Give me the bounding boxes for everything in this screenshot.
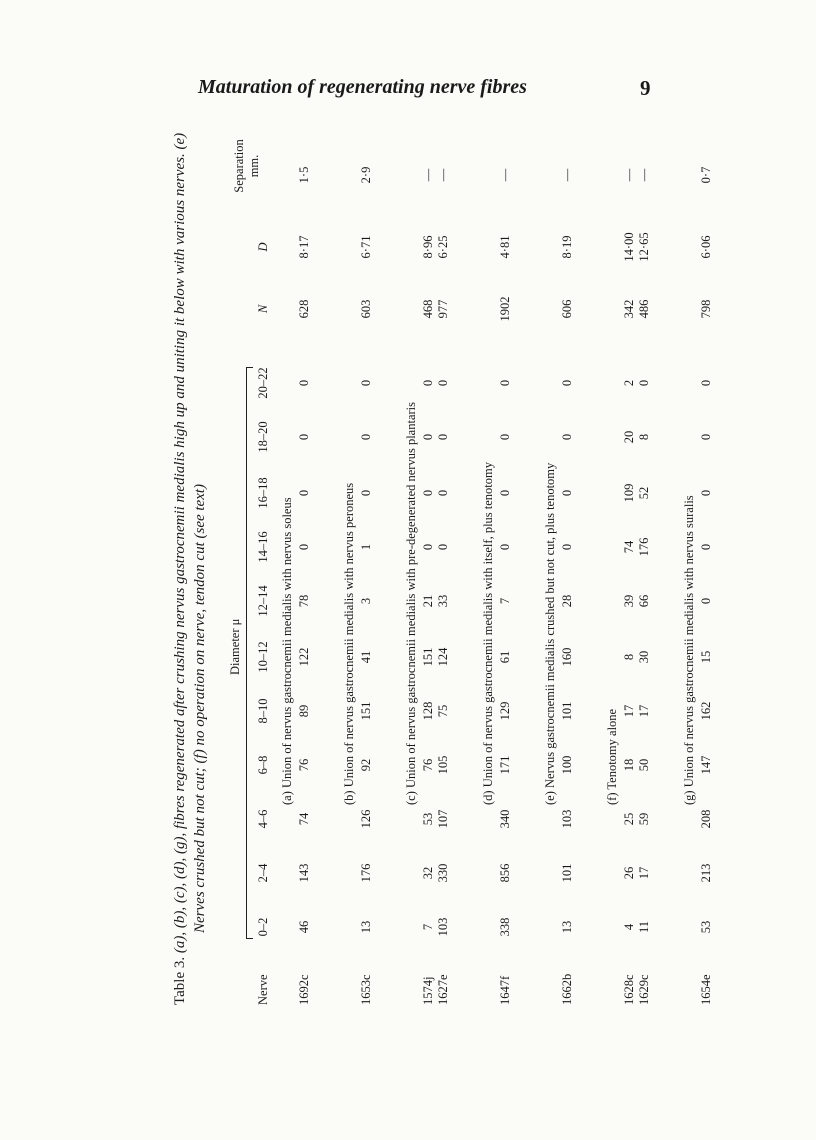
section-label: (a) Union of nervus gastrocnemii medialis with nervus soleus xyxy=(280,497,294,805)
table-cell: 0 xyxy=(560,379,574,387)
table-cell: 0 xyxy=(436,489,450,497)
table-cell: 338 xyxy=(498,917,512,937)
diameter-column-header: 6–8 xyxy=(256,755,270,775)
table-cell: 28 xyxy=(560,594,574,608)
table-cell: 1 xyxy=(359,543,373,551)
table-cell: 176 xyxy=(359,863,373,883)
d-cell: 6·25 xyxy=(436,235,450,259)
d-column-header: D xyxy=(256,242,270,252)
table-cell: 59 xyxy=(637,812,651,826)
table-cell: 856 xyxy=(498,863,512,883)
d-cell: 8·96 xyxy=(421,235,435,259)
table-cell: 66 xyxy=(637,594,651,608)
diameter-column-header: 18–20 xyxy=(256,421,270,453)
table-cell: 126 xyxy=(359,809,373,829)
table-cell: 76 xyxy=(421,758,435,772)
table-cell: 39 xyxy=(622,594,636,608)
table-cell: 0 xyxy=(560,543,574,551)
table-cell: 0 xyxy=(359,433,373,441)
table-cell: 89 xyxy=(297,704,311,718)
nerve-id: 1692c xyxy=(297,974,311,1005)
n-cell: 468 xyxy=(421,299,435,319)
table-cell: 101 xyxy=(560,701,574,721)
nerve-id: 1574j xyxy=(421,976,435,1005)
n-cell: 628 xyxy=(297,299,311,319)
table-cell: 151 xyxy=(421,647,435,667)
table-cell: 32 xyxy=(421,866,435,880)
table-cell: 3 xyxy=(359,597,373,605)
caption-text: (a), (b), (c), (d), (g), fibres regenerated after crushing nervus gastrocnemii medialis high up and uniting it below with various nerves. (e) Nerves crushed but not cut; (f) no operation on nerve, tendon cut (see text) xyxy=(172,132,208,954)
page-number: 9 xyxy=(640,76,651,100)
table-cell: 0 xyxy=(297,543,311,551)
table-cell: 143 xyxy=(297,863,311,883)
n-cell: 606 xyxy=(560,299,574,319)
n-column-header: N xyxy=(256,304,270,314)
table-cell: 0 xyxy=(637,379,651,387)
table-cell: 75 xyxy=(436,704,450,718)
diameter-group-header: Diameter μ xyxy=(228,618,242,675)
table-cell: 109 xyxy=(622,483,636,503)
section-label: (e) Nervus gastrocnemii medialis crushed but not cut, plus tenotomy xyxy=(543,462,557,805)
table-cell: 101 xyxy=(560,863,574,883)
table-caption xyxy=(170,125,210,1005)
d-cell: 6·06 xyxy=(699,235,713,259)
table-cell: 53 xyxy=(699,920,713,934)
separation-cell: — xyxy=(560,168,574,182)
table-cell: 8 xyxy=(637,433,651,441)
section-label: (d) Union of nervus gastrocnemii medialis with itself, plus tenotomy xyxy=(481,462,495,805)
table-cell: 162 xyxy=(699,701,713,721)
table-cell: 78 xyxy=(297,594,311,608)
separation-cell: 2·9 xyxy=(359,166,373,184)
table-cell: 2 xyxy=(622,379,636,387)
table-cell: 0 xyxy=(699,379,713,387)
n-cell: 798 xyxy=(699,299,713,319)
table-cell: 15 xyxy=(699,650,713,664)
diameter-column-header: 12–14 xyxy=(256,585,270,617)
separation-cell: — xyxy=(436,168,450,182)
table-cell: 0 xyxy=(699,597,713,605)
separation-column-header: Separation mm. xyxy=(232,139,261,193)
table-cell: 46 xyxy=(297,920,311,934)
separation-cell: — xyxy=(637,168,651,182)
table-cell: 30 xyxy=(637,650,651,664)
table-cell: 0 xyxy=(560,433,574,441)
d-cell: 12·65 xyxy=(637,232,651,262)
table-cell: 0 xyxy=(560,489,574,497)
n-cell: 342 xyxy=(622,299,636,319)
diameter-column-header: 4–6 xyxy=(256,809,270,829)
table-cell: 103 xyxy=(560,809,574,829)
diameter-brace xyxy=(246,367,253,939)
table-cell: 20 xyxy=(622,430,636,444)
nerve-id: 1647f xyxy=(498,975,512,1005)
table-cell: 13 xyxy=(560,920,574,934)
table-cell: 11 xyxy=(637,920,651,934)
table-cell: 105 xyxy=(436,755,450,775)
table-cell: 0 xyxy=(421,489,435,497)
table-cell: 0 xyxy=(421,433,435,441)
table-cell: 17 xyxy=(637,866,651,880)
diameter-column-header: 0–2 xyxy=(256,917,270,937)
table-cell: 129 xyxy=(498,701,512,721)
diameter-column-header: 14–16 xyxy=(256,531,270,563)
diameter-column-header: 20–22 xyxy=(256,367,270,399)
nerve-column-header: Nerve xyxy=(256,974,270,1005)
separation-cell: — xyxy=(498,168,512,182)
d-cell: 4·81 xyxy=(498,235,512,259)
table-cell: 0 xyxy=(699,489,713,497)
nerve-id: 1653c xyxy=(359,974,373,1005)
table-cell: 0 xyxy=(297,489,311,497)
table-cell: 176 xyxy=(637,537,651,557)
table-cell: 107 xyxy=(436,809,450,829)
separation-cell: 0·7 xyxy=(699,166,713,184)
table-cell: 41 xyxy=(359,650,373,664)
table-cell: 0 xyxy=(498,543,512,551)
table-cell: 147 xyxy=(699,755,713,775)
table-cell: 124 xyxy=(436,647,450,667)
table-cell: 0 xyxy=(436,543,450,551)
table-cell: 128 xyxy=(421,701,435,721)
section-label: (c) Union of nervus gastrocnemii medialis with pre-degenerated nervus plantaris xyxy=(404,402,418,805)
table-cell: 61 xyxy=(498,650,512,664)
table-cell: 160 xyxy=(560,647,574,667)
d-cell: 6·71 xyxy=(359,235,373,259)
diameter-column-header: 8–10 xyxy=(256,698,270,724)
table-cell: 26 xyxy=(622,866,636,880)
table-cell: 25 xyxy=(622,812,636,826)
table-cell: 0 xyxy=(699,433,713,441)
section-label: (f) Tenotomy alone xyxy=(605,708,619,805)
table-cell: 0 xyxy=(421,543,435,551)
diameter-column-header: 2–4 xyxy=(256,863,270,883)
table-cell: 0 xyxy=(421,379,435,387)
table-cell: 0 xyxy=(699,543,713,551)
table-cell: 100 xyxy=(560,755,574,775)
separation-cell: — xyxy=(421,168,435,182)
table-cell: 0 xyxy=(359,379,373,387)
nerve-id: 1629c xyxy=(637,974,651,1005)
table-cell: 33 xyxy=(436,594,450,608)
table-cell: 74 xyxy=(297,812,311,826)
separation-cell: 1·5 xyxy=(297,166,311,184)
diameter-column-header: 16–18 xyxy=(256,477,270,509)
table-cell: 103 xyxy=(436,917,450,937)
table-cell: 8 xyxy=(622,653,636,661)
caption-label: Table 3. xyxy=(172,956,188,1005)
d-cell: 14·00 xyxy=(622,232,636,262)
nerve-id: 1628c xyxy=(622,974,636,1005)
table-cell: 0 xyxy=(297,379,311,387)
table-cell: 0 xyxy=(436,433,450,441)
n-cell: 603 xyxy=(359,299,373,319)
table-cell: 76 xyxy=(297,758,311,772)
n-cell: 977 xyxy=(436,299,450,319)
n-cell: 1902 xyxy=(498,296,512,322)
data-table xyxy=(170,125,780,1005)
table-cell: 0 xyxy=(498,489,512,497)
table-cell: 0 xyxy=(359,489,373,497)
n-cell: 486 xyxy=(637,299,651,319)
table-cell: 74 xyxy=(622,540,636,554)
table-cell: 151 xyxy=(359,701,373,721)
table-cell: 171 xyxy=(498,755,512,775)
table-cell: 21 xyxy=(421,594,435,608)
table-cell: 53 xyxy=(421,812,435,826)
section-label: (b) Union of nervus gastrocnemii medialis with nervus peroneus xyxy=(342,482,356,805)
section-label: (g) Union of nervus gastrocnemii medialis with nervus suralis xyxy=(682,495,696,805)
table-cell: 330 xyxy=(436,863,450,883)
table-cell: 7 xyxy=(421,923,435,931)
d-cell: 8·17 xyxy=(297,235,311,259)
nerve-id: 1627e xyxy=(436,974,450,1005)
table-cell: 122 xyxy=(297,647,311,667)
table-cell: 50 xyxy=(637,758,651,772)
running-head: Maturation of regenerating nerve fibres xyxy=(198,76,527,98)
table-cell: 0 xyxy=(297,433,311,441)
table-cell: 17 xyxy=(637,704,651,718)
table-cell: 213 xyxy=(699,863,713,883)
table-cell: 340 xyxy=(498,809,512,829)
nerve-id: 1662b xyxy=(560,973,574,1005)
table-cell: 7 xyxy=(498,597,512,605)
table-cell: 92 xyxy=(359,758,373,772)
table-cell: 18 xyxy=(622,758,636,772)
table-cell: 0 xyxy=(498,433,512,441)
table-cell: 208 xyxy=(699,809,713,829)
separation-cell: — xyxy=(622,168,636,182)
table-cell: 4 xyxy=(622,923,636,931)
table-cell: 0 xyxy=(436,379,450,387)
table-cell: 0 xyxy=(498,379,512,387)
table-cell: 13 xyxy=(359,920,373,934)
diameter-column-header: 10–12 xyxy=(256,641,270,673)
nerve-id: 1654e xyxy=(699,974,713,1005)
table-cell: 52 xyxy=(637,486,651,500)
d-cell: 8·19 xyxy=(560,235,574,259)
table-cell: 17 xyxy=(622,704,636,718)
